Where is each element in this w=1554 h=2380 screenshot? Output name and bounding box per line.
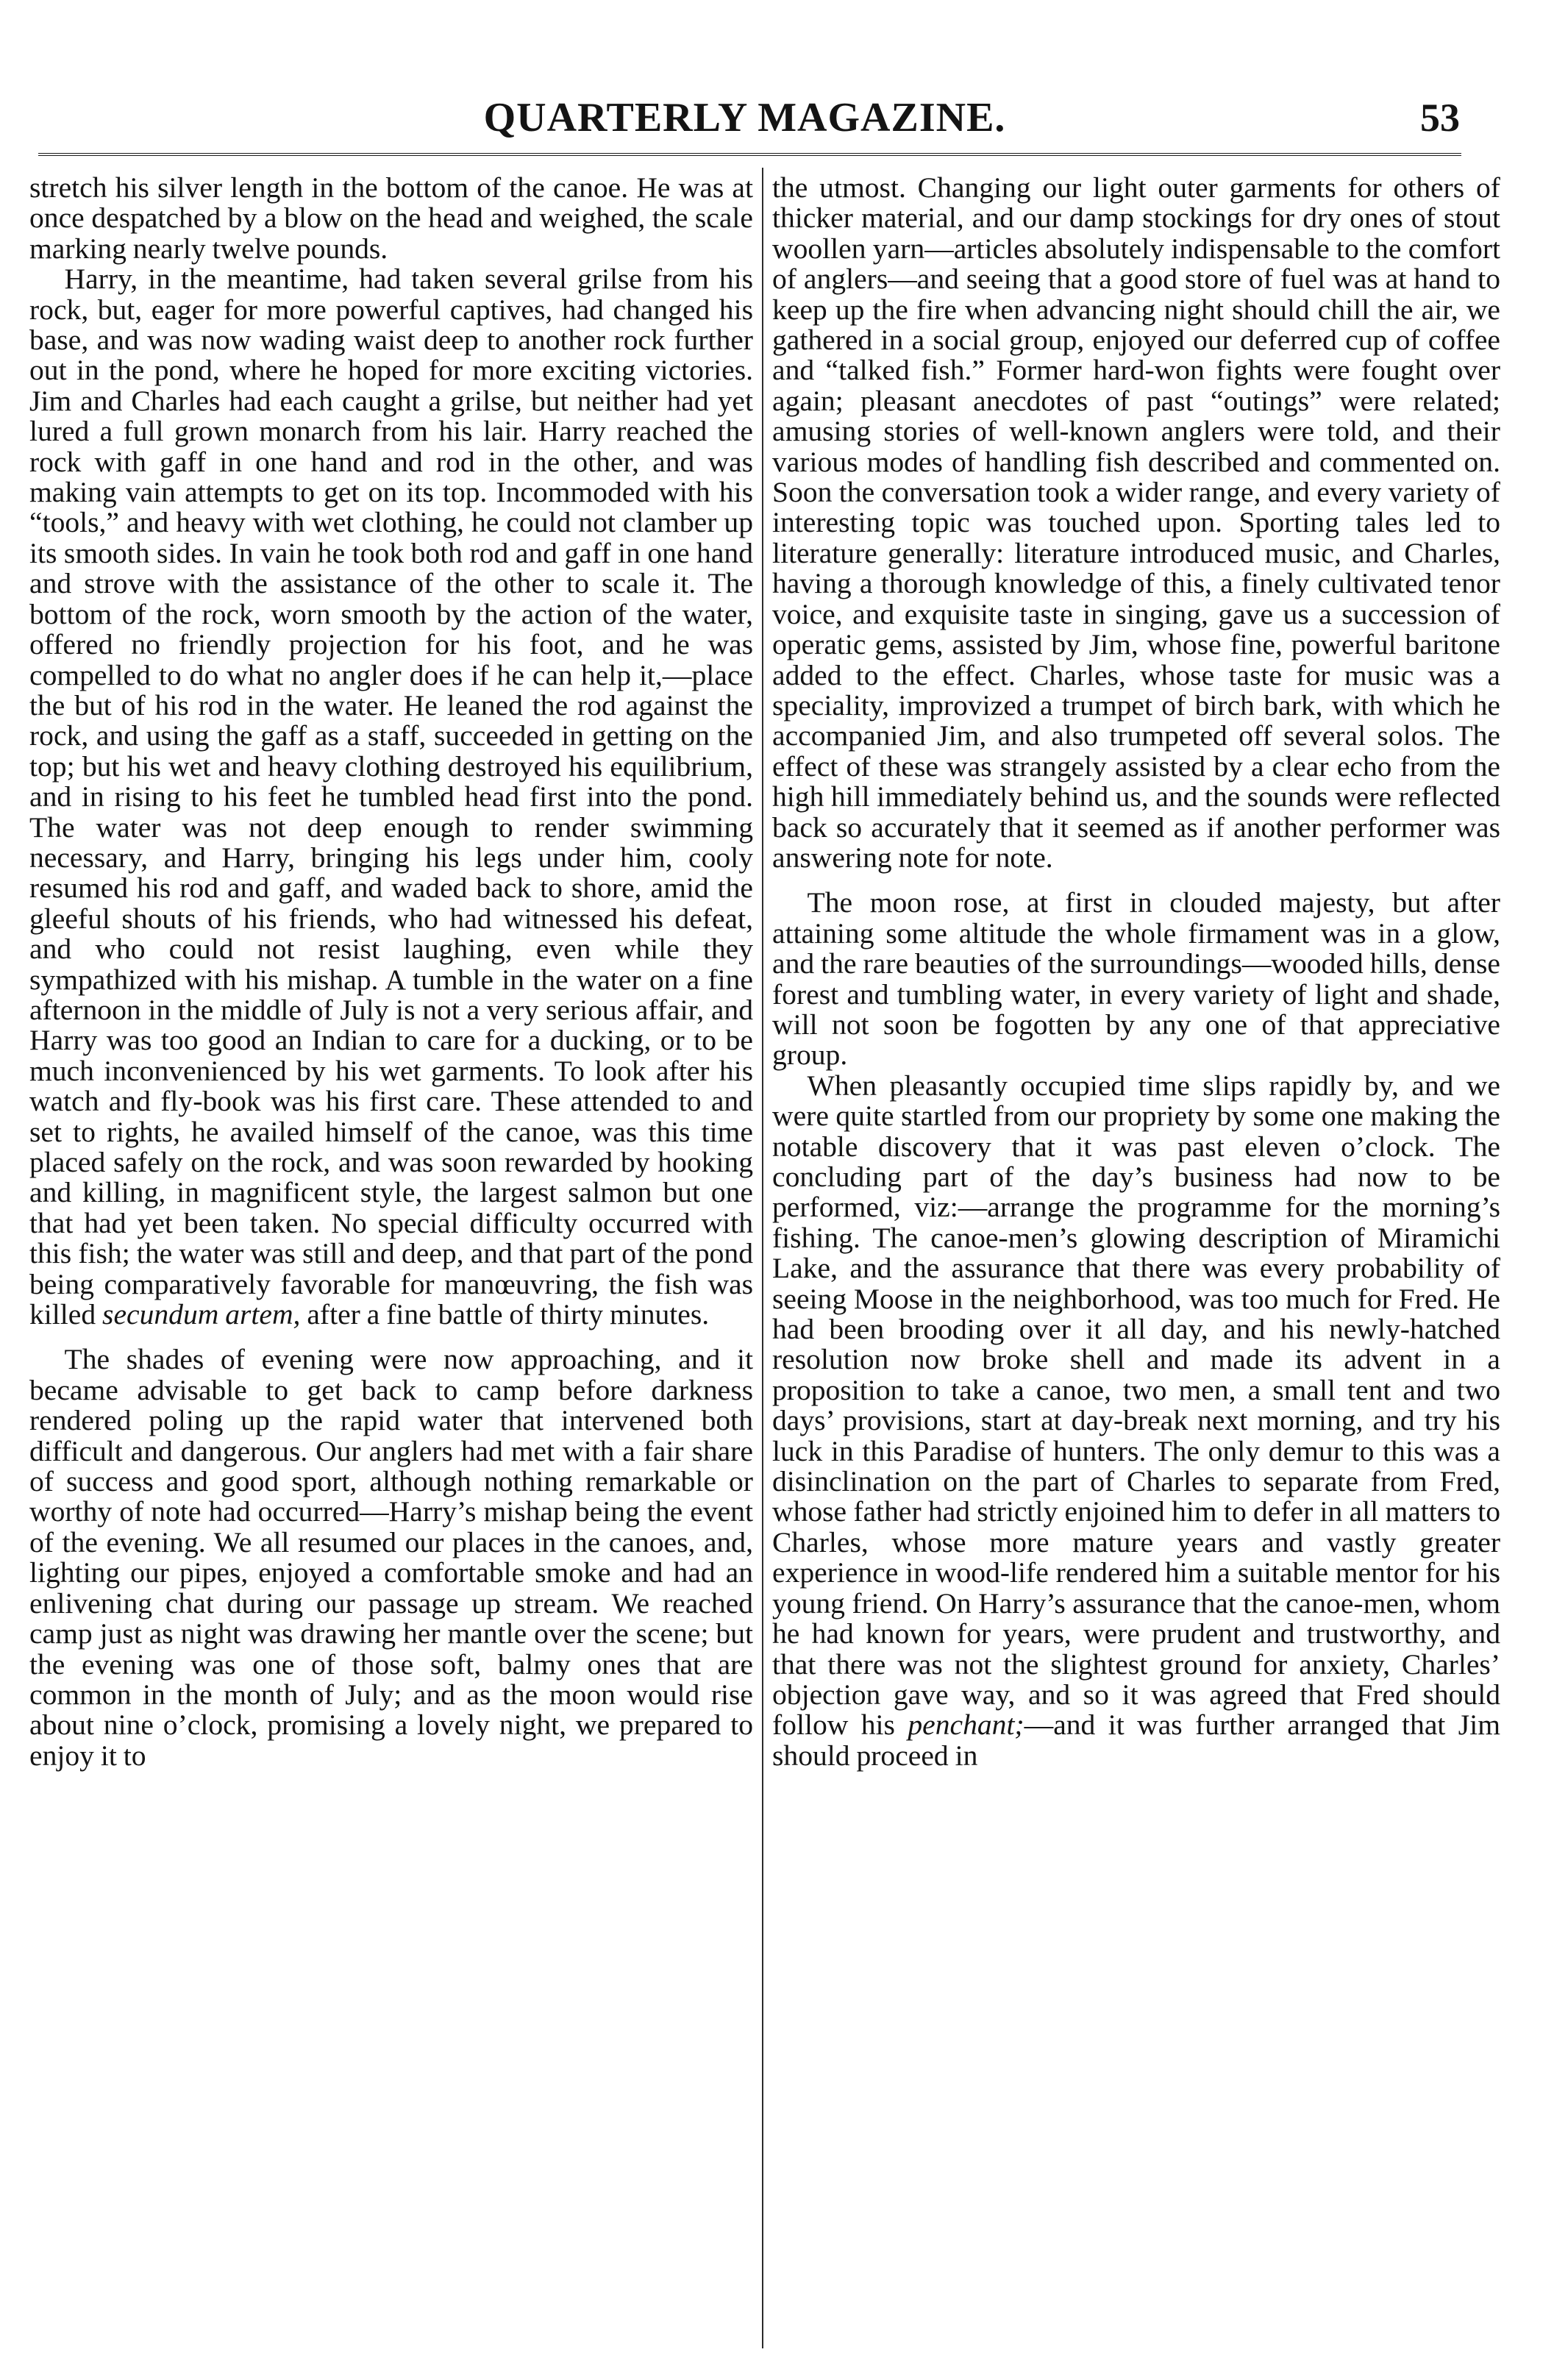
- paragraph-text: —and it was further arranged that Jim should proceed in: [772, 1709, 1500, 1772]
- italic-phrase: penchant;: [908, 1709, 1024, 1742]
- italic-phrase: secundum artem,: [102, 1298, 301, 1331]
- page-number: 53: [1420, 96, 1460, 140]
- paragraph-text: Harry, in the meantime, had taken several grilse from his rock, but, eager for more powerful captives, had changed his base, and was now wading waist deep to another rock further out in the pond, where he hoped for more exciting victories. Jim and Charles had each caught a grilse, but neither had yet lured a full grown monarch from his lair. Harry reached the rock with gaff in one hand and rod in the other, and was making vain attempts to get on its top. Incommoded with his “tools,” and heavy with wet clothing, he could not clamber up its smooth sides. In vain he took both rod and gaff in one hand and strove with the assistance of the other to scale it. The bottom of the rock, worn smooth by the action of the water, offered no friendly projection for his foot, and he was compelled to do what no angler does if he can help it,—place the but of his rod in the water. He leaned the rod against the rock, and using the gaff as a staff, succeeded in getting on the top; but his wet and heavy clothing destroyed his equilibrium, and in rising to his feet he tumbled head first into the pond. The water was not deep enough to render swimming necessary, and Harry, bringing his legs under him, cooly resumed his rod and gaff, and waded back to shore, amid the gleeful shouts of his friends, who had witnessed his defeat, and who could not resist laughing, even while they sympathized with his mishap. A tumble in the water on a fine afternoon in the middle of July is not a very serious affair, and Harry was too good an Indian to care for a ducking, or to be much inconvenienced by his wet garments. To look after his watch and fly-book was his first care. These attended to and set to rights, he availed himself of the canoe, was this time placed safely on the rock, and was soon rewarded by hooking and killing, in magnificent style, the largest salmon but one that had yet been taken. No special difficulty occurred with this fish; the water was still and deep, and that part of the pond being comparatively favorable for manœuvring, the fish was killed: [29, 263, 753, 1331]
- running-title: QUARTERLY MAGAZINE.: [483, 95, 1006, 140]
- paragraph: [772, 1071, 1500, 1771]
- header-rule: [38, 153, 1461, 156]
- paragraph-text: after a fine battle of thirty minutes.: [307, 1298, 710, 1331]
- paragraph: The shades of evening were now approaching, and it became advisable to get back to camp before darkness rendered poling up the rapid water that intervened both difficult and dangerous. Our anglers had met with a fair share of success and good sport, although nothing remarkable or worthy of note had occurred—Harry’s mishap being the event of the evening. We all resumed our places in the canoes, and, lighting our pipes, enjoyed a comfortable smoke and had an enlivening chat during our passage up stream. We reached camp just as night was drawing her mantle over the scene; but the evening was one of those soft, balmy ones that are common in the month of July; and as the moon would rise about nine o’clock, promising a lovely night, we prepared to enjoy it to: [29, 1343, 753, 1772]
- paragraph-text: When pleasantly occupied time slips rapidly by, and we were quite startled from our propriety by some one making the notable discovery that it was past eleven o’clock. The concluding part of the day’s business had now to be performed, viz:—arrange the programme for the morning’s fishing. The canoe-men’s glowing description of Miramichi Lake, and the assurance that there was every probability of seeing Moose in the neighborhood, was too much for Fred. He had been brooding over it all day, and his newly-hatched resolution now broke shell and made its advent in a proposition to take a canoe, two men, a small tent and two days’ provisions, start at day-break next morning, and try his luck in this Paradise of hunters. The only demur to this was a disinclination on the part of Charles to separate from Fred, whose father had strictly enjoined him to defer in all matters to Charles, whose more mature years and vastly greater experience in wood-life rendered him a suitable mentor for his young friend. On Harry’s assurance that the canoe-men, whom he had known for years, were prudent and trustworthy, and that there was not the slightest ground for anxiety, Charles’ objection gave way, and so it was agreed that Fred should follow his: [772, 1069, 1500, 1742]
- left-column: [29, 173, 753, 1771]
- paragraph: [29, 264, 753, 1330]
- paragraph: The moon rose, at first in clouded majesty, but after attaining some altitude the whole firmament was in a glow, and the rare beauties of the surroundings—wooded hills, dense forest and tumbling water, in every variety of light and shade, will not soon be fogotten by any one of that appreciative group.: [772, 886, 1500, 1072]
- paragraph: the utmost. Changing our light outer garments for others of thicker material, and our damp stockings for dry ones of stout woollen yarn—articles absolutely indispensable to the comfort of anglers—and seeing that a good store of fuel was at hand to keep up the fire when advancing night should chill the air, we gathered in a social group, enjoyed our deferred cup of coffee and “talked fish.” Former hard-won fights were fought over again; pleasant anecdotes of past “outings” were related; amusing stories of well-known anglers were told, and their various modes of handling fish described and commented on. Soon the conversation took a wider range, and every variety of interesting topic was touched upon. Sporting tales led to literature generally: literature introduced music, and Charles, having a thorough knowledge of this, a finely cultivated tenor voice, and exquisite taste in singing, gave us a succession of operatic gems, assisted by Jim, whose fine, powerful baritone added to the effect. Charles, whose taste for music was a speciality, improvized a trumpet of birch bark, with which he accompanied Jim, and also trumpeted off several solos. The effect of these was strangely assisted by a clear echo from the high hill immediately behind us, and the sounds were reflected back so accurately that it seemed as if another performer was answering note for note.: [772, 171, 1500, 874]
- column-divider: [762, 168, 763, 2348]
- paragraph: stretch his silver length in the bottom of the canoe. He was at once despatched by a blow on the head and weighed, the scale marking nearly twelve pounds.: [29, 171, 753, 265]
- right-column: [772, 173, 1500, 1771]
- page-header: [29, 88, 1460, 147]
